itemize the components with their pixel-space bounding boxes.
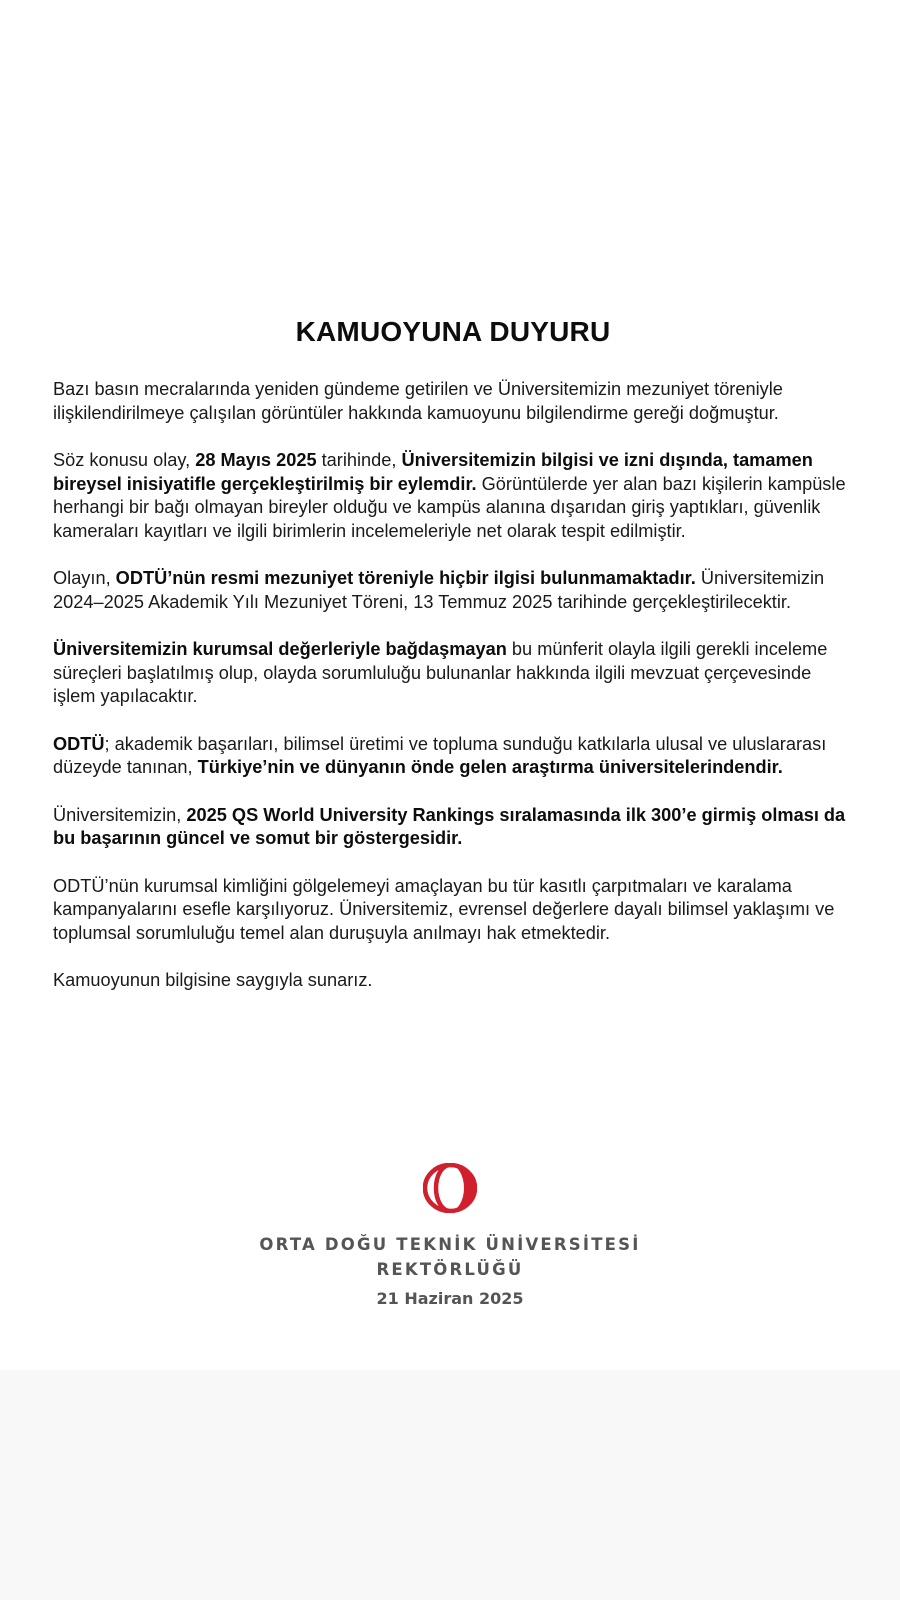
text-run: Üniversitemizin, [53,804,187,825]
odtu-logo-icon [423,1163,477,1213]
paragraph-6 [53,804,853,851]
text-run: Üniversitemizin 2024–2025 Akademik Yılı Mezuniyet Töreni, 13 Temmuz 2025 tarihinde gerçekleştirilecektir. [53,568,825,612]
bold-text-run: Üniversitemizin bilgisi ve izni dışında, tamamen bireysel inisiyatifle gerçekleştirilmiş bir eylemdir. [53,450,813,494]
bottom-background [0,1370,900,1600]
text-run: tarihinde, [316,450,402,470]
paragraph-3 [53,567,853,614]
text-run: Söz konusu olay, [53,450,196,470]
bold-text-run: ODTÜ’nün resmi mezuniyet töreniyle hiçbir ilgisi bulunmamaktadır. [115,568,696,588]
announcement-document [53,316,853,993]
text-run: Bazı basın mecralarında yeniden gündeme getirilen ve Üniversitemizin mezuniyet töreniyle ilişkilendirilmeye çalışılan görüntüler hakkında kamuoyunu bilgilendirme gereği doğmuştur. [53,379,783,423]
paragraph-7 [53,875,853,946]
text-run: ; akademik başarıları, bilimsel üretimi ve topluma sunduğu katkılarla ulusal ve uluslararası düzeyde tanınan, [53,733,827,777]
department-name: REKTÖRLÜĞÜ [376,1260,524,1279]
closing-line: Kamuoyunun bilgisine saygıyla sunarız. [53,970,373,990]
text-run: bu münferit olayla ilgili gerekli inceleme süreçleri başlatılmış olup, olayda sorumluluğu bulunanlar hakkında ilgili mevzuat çerçevesinde işlem yapılacaktır. [53,639,828,706]
paragraph-5 [53,733,853,780]
bold-text-run: Türkiye’nin ve dünyanın önde gelen araştırma üniversitelerindendir. [197,757,783,777]
bold-text-run: Üniversitemizin kurumsal değerleriyle bağdaşmayan [53,639,507,659]
bold-text-run: 2025 QS World University Rankings sıralamasında ilk 300’e girmiş olması da bu başarının güncel ve somut bir göstergesidir. [53,804,846,848]
paragraph-2 [53,449,853,543]
text-run: Olayın, [53,568,116,588]
organization-name: ORTA DOĞU TEKNİK ÜNİVERSİTESİ [259,1235,641,1254]
text-run: Görüntülerde yer alan bazı kişilerin kampüsle herhangi bir bağı olmayan bireyler olduğu ve kampüs alanına dışarıdan giriş yaptıkları, güvenlik kameraları kayıtları ve ilgili birimlerin incelemeleriyle net olarak tespit edilmiştir. [53,473,846,541]
bold-text-run: ODTÜ [53,733,105,754]
signature-block [0,1163,900,1308]
document-title: KAMUOYUNA DUYURU [295,316,611,347]
document-date: 21 Haziran 2025 [376,1289,524,1308]
paragraph-4 [53,638,853,709]
paragraph-1 [53,378,853,425]
text-run: ODTÜ’nün kurumsal kimliğini gölgelemeyi amaçlayan bu tür kasıtlı çarpıtmaları ve karalama kampanyalarını esefle karşılıyoruz. Üniversitemiz, evrensel değerlere dayalı bilimsel yaklaşımı ve toplumsal sorumluluğu temel alan duruşuyla anılmayı hak etmektedir. [53,875,835,943]
bold-text-run: 28 Mayıs 2025 [195,450,317,470]
